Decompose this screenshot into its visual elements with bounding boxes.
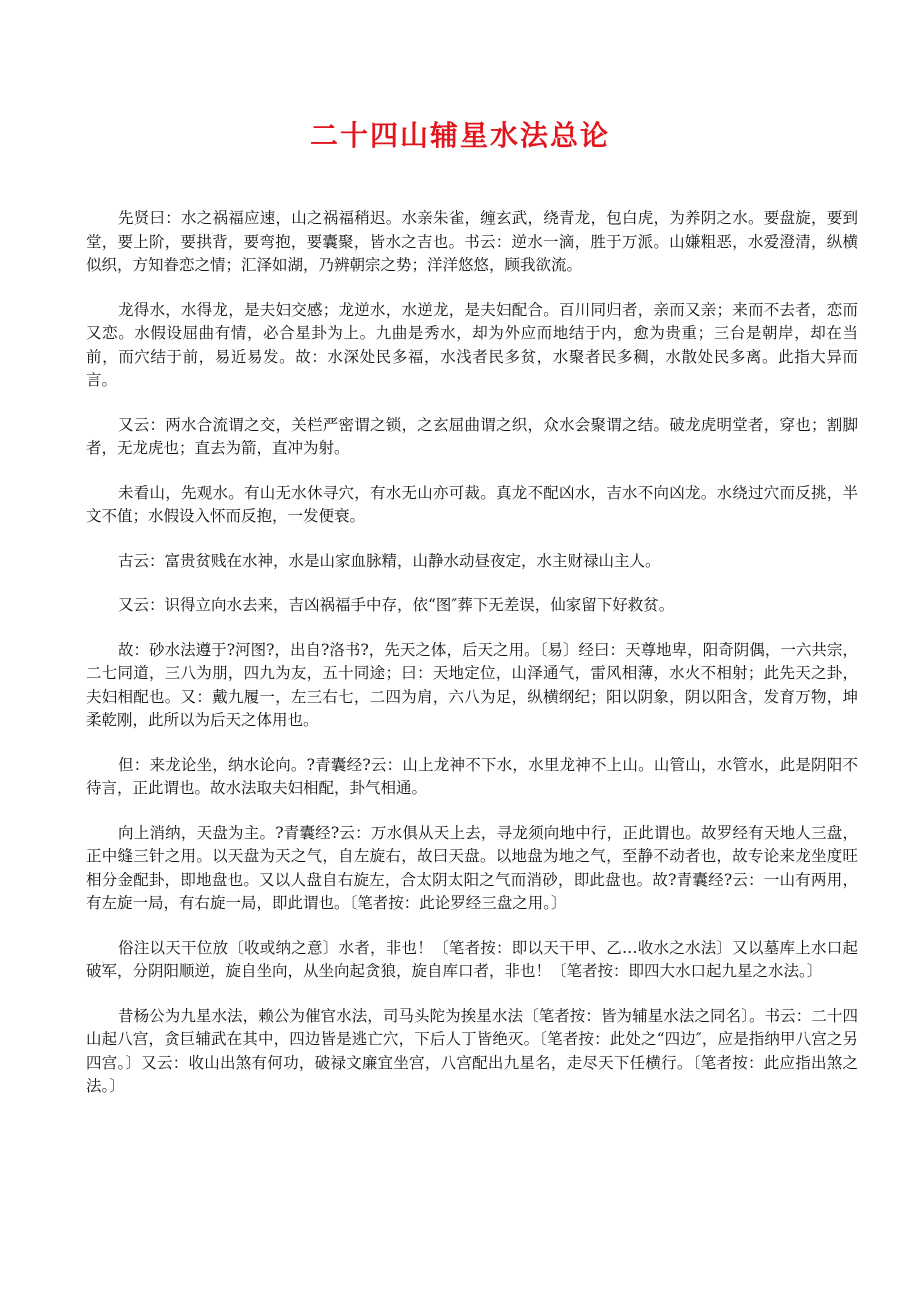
paragraph-1: 先贤曰：水之祸福应速，山之祸福稍迟。水亲朱雀，缠玄武，绕青龙，包白虎，为养阴之水。要盘旋，要到堂，要上阶，要拱背，要弯抱，要囊聚，皆水之吉也。书云：逆水一滴，胜于万派。山嫌粗恶，水爱澄清，纵横似织，方知眷恋之情；汇泽如湖，乃辨朝宗之势；洋洋悠悠，顾我欲流。 [86,209,858,274]
paragraph-7: 故：砂水法遵于?河图?，出自?洛书?，先天之体，后天之用。〔易〕经曰：天尊地卑，阳奇阴偶，一六共宗，二七同道，三八为朋，四九为友，五十同途；曰：天地定位，山泽通气，雷风相薄，水火不相射；此先天之卦，夫妇相配也。又：戴九履一，左三右七，二四为肩，六八为足，纵横纲纪；阳以阴象，阴以阳含，发育万物，坤柔乾刚，此所以为后天之体用也。 [86,640,858,729]
paragraph-10: 俗注以天干位放〔收或纳之意〕水者，非也！〔笔者按：即以天干甲、乙…收水之水法〕又以墓库上水口起破军，分阴阳顺逆，旋自坐向，从坐向起贪狼，旋自库口者，非也！〔笔者按：即四大水口起九星之水法。〕 [86,938,858,980]
paragraph-4: 未看山，先观水。有山无水休寻穴，有水无山亦可裁。真龙不配凶水，吉水不向凶龙。水绕过穴而反挑，半文不值；水假设入怀而反抱，一发便衰。 [86,483,858,525]
paragraph-6: 又云：识得立向水去来，吉凶祸福手中存，依“图″葬下无差误，仙家留下好救贫。 [118,596,675,614]
paragraph-11: 昔杨公为九星水法，赖公为催官水法，司马头陀为挨星水法〔笔者按：皆为辅星水法之同名〕。书云：二十四山起八宫，贪巨辅武在其中，四边皆是逃亡穴，下后人丁皆绝灭。〔笔者按：此处之“四边″，应是指纳甲八宫之另四宫。〕又云：收山出煞有何功，破禄文廉宜坐宫，八宫配出九星名，走尽天下任横行。〔笔者按：此应指出煞之法。〕 [86,1006,858,1095]
paragraph-8: 但：来龙论坐，纳水论向。?青囊经?云：山上龙神不下水，水里龙神不上山。山管山，水管水，此是阴阳不待言，正此谓也。故水法取夫妇相配，卦气相通。 [86,755,858,797]
paragraph-9: 向上消纳，天盘为主。?青囊经?云：万水俱从天上去，寻龙须向地中行，正此谓也。故罗经有天地人三盘，正中缝三针之用。以天盘为天之气，自左旋右，故曰天盘。以地盘为地之气，至静不动者也，故专论来龙坐度旺相分金配卦，即地盘也。又以人盘自右旋左，合太阴太阳之气而消砂，即此盘也。故?青囊经?云：一山有两用，有左旋一局，有右旋一局，即此谓也。〔笔者按：此论罗经三盘之用。〕 [86,823,858,912]
paragraph-2: 龙得水，水得龙，是夫妇交感；龙逆水，水逆龙，是夫妇配合。百川同归者，亲而又亲；来而不去者，恋而又恋。水假设屈曲有情，必合星卦为上。九曲是秀水，却为外应而地结于内，愈为贵重；三台是朝岸，却在当前，而穴结于前，易近易发。故：水深处民多福，水浅者民多贫，水聚者民多稠，水散处民多离。此指大异而言。 [86,300,858,389]
document-body [86,207,858,1120]
document-title: 二十四山辅星水法总论 [309,119,610,152]
paragraph-5: 古云：富贵贫贱在水神，水是山家血脉精，山静水动昼夜定，水主财禄山主人。 [118,551,661,570]
paragraph-3: 又云：两水合流谓之交，关栏严密谓之锁，之玄屈曲谓之织，众水会聚谓之结。破龙虎明堂者，穿也；割脚者，无龙虎也；直去为箭，直冲为射。 [86,415,858,457]
